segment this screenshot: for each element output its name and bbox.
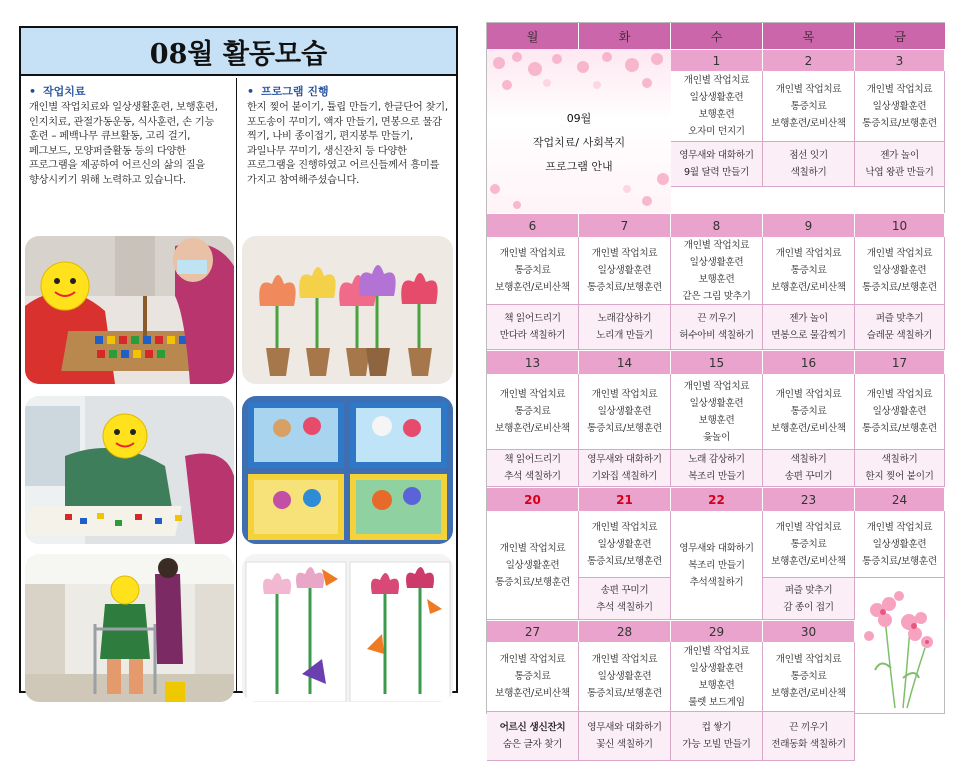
intro-subtitle: 작업치료/ 사회복지: [532, 136, 626, 149]
activity-text: 통증치료: [514, 671, 551, 682]
activity-text: 책 읽어드리기: [504, 313, 561, 324]
therapy-cell: [579, 511, 671, 578]
date-number: 1: [671, 49, 763, 71]
activity-text: 개인별 작업치료: [499, 248, 566, 259]
therapy-cell: [671, 374, 763, 450]
program-cell: [487, 305, 579, 350]
activity-text: 오자미 던지기: [688, 126, 745, 137]
date-number: 13: [487, 350, 579, 374]
activity-text: 같은 그림 맞추기: [682, 290, 751, 302]
therapy-cell: [487, 511, 579, 620]
activity-text: 통증치료/보행훈련: [862, 555, 937, 567]
activity-text: 개인별 작업치료: [499, 389, 566, 400]
activity-text: 개인별 작업치료: [683, 645, 750, 657]
activity-text: 개인별 작업치료: [591, 248, 658, 259]
weekday-header: 금: [855, 23, 945, 49]
photo-pegboard-activity: [25, 236, 234, 384]
activity-text: 복조리 만들기: [688, 559, 745, 571]
activity-text: 일상생활훈련: [872, 406, 927, 417]
date-number: 24: [855, 487, 945, 511]
activity-text: 개인별 작업치료: [683, 239, 750, 251]
activity-text: 통증치료/보행훈련: [495, 576, 570, 588]
activity-text: 어르신 생신잔치: [499, 722, 566, 733]
activity-text: 추석 색칠하기: [504, 471, 561, 482]
activity-text: 개인별 작업치료: [683, 75, 750, 86]
therapy-cell: [855, 511, 945, 578]
therapy-cell: [763, 71, 855, 142]
activity-text: 일상생활훈련: [872, 538, 927, 550]
activity-text: 개인별 작업치료: [591, 389, 658, 400]
activity-text: 보행훈련/로비산책: [495, 423, 570, 434]
activity-text: 일상생활훈련: [689, 397, 744, 409]
activity-text: 통증치료/보행훈련: [587, 423, 662, 434]
therapy-cell: [671, 642, 763, 712]
activity-text: 통증치료: [790, 100, 827, 112]
activity-text: 보행훈련: [698, 414, 735, 426]
program-cell: [671, 142, 763, 187]
activity-text: 끈 끼우기: [789, 722, 828, 733]
activity-text: 보행훈련/로비산책: [495, 282, 570, 293]
activity-text: 노래 감상하기: [688, 454, 745, 465]
therapy-cell: [763, 374, 855, 450]
weekday-header: 월: [487, 23, 579, 49]
activity-text: 면봉으로 물감찍기: [771, 330, 846, 341]
therapy-cell: [579, 374, 671, 450]
therapy-cell: [855, 237, 945, 305]
program-cell: [671, 450, 763, 487]
activity-text: 영무새와 대화하기: [587, 454, 662, 465]
program-cell: [763, 712, 855, 761]
date-number: 23: [763, 487, 855, 511]
date-number: 6: [487, 213, 579, 237]
program-cell: [855, 142, 945, 187]
activity-text: 컵 쌓기: [701, 722, 732, 733]
activity-text: 9월 달력 만들기: [683, 167, 750, 178]
activity-text: 개인별 작업치료: [866, 389, 933, 400]
activity-text: 보행훈련/로비산책: [495, 688, 570, 699]
activity-text: 추석색칠하기: [689, 576, 744, 588]
program-cell: [763, 578, 855, 620]
program-cell: [763, 142, 855, 187]
date-number: 15: [671, 350, 763, 374]
activity-text: 색칠하기: [790, 167, 827, 178]
activity-text: 퍼즐 맞추기: [875, 313, 924, 324]
activity-text: 감 종이 접기: [783, 601, 834, 613]
section-heading-text: 작업치료: [43, 85, 86, 98]
activity-text: 통증치료/보행훈련: [587, 555, 662, 567]
activity-text: 일상생활훈련: [689, 92, 744, 103]
date-number: 16: [763, 350, 855, 374]
activity-text: 보행훈련: [698, 109, 735, 120]
therapy-cell: [487, 374, 579, 450]
activity-text: 보행훈련/로비산책: [771, 282, 846, 293]
activity-text: 개인별 작업치료: [866, 248, 933, 259]
activity-text: 영무새와 대화하기: [679, 542, 754, 554]
activity-text: 개인별 작업치료: [775, 654, 842, 665]
activity-text: 슬레문 색칠하기: [866, 330, 933, 341]
therapy-cell: [579, 237, 671, 305]
activity-text: 송편 꾸미기: [600, 584, 649, 596]
therapy-cell: [671, 511, 763, 620]
program-cell: [855, 305, 945, 350]
activity-text: 개인별 작업치료: [683, 380, 750, 392]
activity-text: 일상생활훈련: [597, 265, 652, 276]
section-heading: • 작업치료: [29, 85, 86, 98]
program-cell: [487, 712, 579, 761]
date-number: 8: [671, 213, 763, 237]
activity-text: 통증치료: [790, 265, 827, 276]
occupational-therapy-column: [21, 78, 237, 691]
activity-text: 통증치료/보행훈련: [862, 423, 937, 434]
program-cell: [579, 305, 671, 350]
activity-text: 만다라 색칠하기: [499, 330, 566, 341]
activity-text: 통증치료: [790, 538, 827, 550]
therapy-cell: [671, 71, 763, 142]
activity-text: 통증치료: [790, 671, 827, 682]
activity-text: 보행훈련/로비산책: [771, 117, 846, 129]
therapy-cell: [763, 237, 855, 305]
date-number: 27: [487, 620, 579, 642]
activity-text: 영무새와 대화하기: [587, 722, 662, 733]
program-cell: [763, 305, 855, 350]
therapy-cell: [855, 71, 945, 142]
activity-text: 통증치료/보행훈련: [862, 282, 937, 293]
program-cell: [763, 450, 855, 487]
activity-text: 송편 꾸미기: [784, 471, 833, 482]
activity-text: 일상생활훈련: [689, 662, 744, 674]
activity-text: 끈 끼우기: [697, 313, 736, 324]
activity-text: 복조리 만들기: [688, 471, 745, 482]
date-number: 14: [579, 350, 671, 374]
activity-text: 룰렛 보드게임: [688, 696, 745, 708]
program-cell: [487, 450, 579, 487]
therapy-cell: [487, 237, 579, 305]
activity-text: 일상생활훈련: [597, 671, 652, 682]
photo-bedside-activity: [25, 396, 234, 544]
activity-text: 젠가 놀이: [880, 150, 919, 161]
activity-text: 개인별 작업치료: [499, 654, 566, 665]
activity-panel: [19, 26, 458, 693]
date-number: 9: [763, 213, 855, 237]
photo-tulip-drawings: [242, 554, 453, 702]
activity-text: 통증치료: [514, 265, 551, 276]
weekday-header: 목: [763, 23, 855, 49]
program-calendar: [486, 22, 945, 750]
activity-text: 색칠하기: [881, 454, 918, 465]
section-body: 한지 찢어 붙이기, 튤립 만들기, 한글단어 찾기, 포도송이 꾸미기, 액자 만들기, 면봉으로 물감 찍기, 나비 종이접기, 편지봉투 만들기, 과일나무 꾸미기, 생신잔치 등 다양한 프로그램을 진행하였고 어르신들께서 흥미를 가지고 참여해주셨습니다.: [247, 102, 448, 186]
activity-text: 꽃신 색칠하기: [596, 739, 653, 750]
activity-text: 퍼즐 맞추기: [784, 584, 833, 596]
date-number: 7: [579, 213, 671, 237]
photo-tulip-craft: [242, 236, 453, 384]
activity-text: 점선 잇기: [789, 150, 828, 161]
activity-text: 전래동화 색칠하기: [771, 739, 846, 750]
activity-text: 일상생활훈련: [689, 256, 744, 268]
activity-text: 기와집 색칠하기: [591, 471, 658, 482]
activity-text: 노리개 만들기: [596, 330, 653, 341]
date-number: 21: [579, 487, 671, 511]
section-body: 개인별 작업치료와 일상생활훈련, 보행훈련, 인지치료, 관절가동운동, 식사훈련, 손 기능 훈련 – 페백나무 큐브활동, 고리 걸기, 페그보드, 모양퍼즐활동 등의 다양한 프로그램을 제공하여 어르신의 삶의 질을 향상시키기 위해 노력하고 있습니다.: [29, 102, 218, 186]
date-number: 29: [671, 620, 763, 642]
activity-text: 개인별 작업치료: [866, 83, 933, 95]
therapy-cell: [671, 237, 763, 305]
activity-text: 젠가 놀이: [789, 313, 828, 324]
program-cell: [579, 450, 671, 487]
date-number: 10: [855, 213, 945, 237]
date-number: 28: [579, 620, 671, 642]
activity-text: 보행훈련: [698, 273, 735, 285]
activity-text: 일상생활훈련: [872, 265, 927, 276]
activity-text: 노래감상하기: [597, 313, 652, 324]
intro-month: 09월: [566, 112, 592, 125]
section-heading-text: 프로그램 진행: [261, 85, 329, 98]
program-cell: [855, 450, 945, 487]
activity-text: 개인별 작업치료: [775, 83, 842, 95]
activity-text: 책 읽어드리기: [504, 454, 561, 465]
activity-text: 개인별 작업치료: [775, 521, 842, 533]
activity-text: 윷놀이: [703, 431, 730, 443]
activity-text: 보행훈련/로비산책: [771, 688, 846, 699]
therapy-cell: [487, 642, 579, 712]
therapy-cell: [579, 642, 671, 712]
activity-text: 색칠하기: [790, 454, 827, 465]
date-number: 22: [671, 487, 763, 511]
activity-text: 개인별 작업치료: [775, 389, 842, 400]
weekday-header: 수: [671, 23, 763, 49]
program-cell: [671, 712, 763, 761]
photo-walker-training: [25, 554, 234, 702]
activity-text: 한지 찢어 붙이기: [865, 471, 934, 482]
activity-text: 개인별 작업치료: [866, 521, 933, 533]
program-cell: [671, 305, 763, 350]
calendar-intro: [487, 49, 671, 213]
activity-text: 일상생활훈련: [872, 100, 927, 112]
activity-text: 낙엽 왕관 만들기: [865, 167, 934, 178]
activity-text: 보행훈련/로비산책: [771, 555, 846, 567]
activity-text: 일상생활훈련: [505, 559, 560, 571]
panel-title: 08월 활동모습: [21, 28, 456, 76]
activity-text: 추석 색칠하기: [596, 601, 653, 613]
activity-text: 보행훈련: [698, 679, 735, 691]
intro-caption: 프로그램 안내: [545, 160, 613, 173]
date-number: 17: [855, 350, 945, 374]
date-number: 3: [855, 49, 945, 71]
activity-text: 개인별 작업치료: [499, 542, 566, 554]
program-column: [239, 78, 454, 691]
therapy-cell: [763, 511, 855, 578]
activity-text: 일상생활훈련: [597, 406, 652, 417]
date-number: 2: [763, 49, 855, 71]
program-cell: [579, 712, 671, 761]
therapy-cell: [855, 374, 945, 450]
activity-text: 개인별 작업치료: [591, 521, 658, 533]
activity-text: 개인별 작업치료: [591, 654, 658, 665]
activity-text: 개인별 작업치료: [775, 248, 842, 259]
activity-text: 통증치료/보행훈련: [587, 688, 662, 699]
activity-text: 숨은 글자 찾기: [502, 739, 563, 750]
activity-text: 보행훈련/로비산책: [771, 423, 846, 434]
weekday-header: 화: [579, 23, 671, 49]
activity-text: 허수아비 색칠하기: [679, 330, 754, 341]
therapy-cell: [763, 642, 855, 712]
date-number: 20: [487, 487, 579, 511]
section-heading: • 프로그램 진행: [247, 85, 329, 98]
program-cell: [579, 578, 671, 620]
activity-text: 일상생활훈련: [597, 538, 652, 550]
activity-text: 영무새와 대화하기: [679, 150, 754, 161]
date-number: 30: [763, 620, 855, 642]
activity-text: 가능 모빌 만들기: [682, 739, 751, 750]
flower-decoration: [855, 578, 944, 713]
activity-text: 통증치료: [790, 406, 827, 417]
activity-text: 통증치료: [514, 406, 551, 417]
activity-text: 통증치료/보행훈련: [862, 117, 937, 129]
activity-text: 통증치료/보행훈련: [587, 282, 662, 293]
photo-flower-frames: [242, 396, 453, 544]
